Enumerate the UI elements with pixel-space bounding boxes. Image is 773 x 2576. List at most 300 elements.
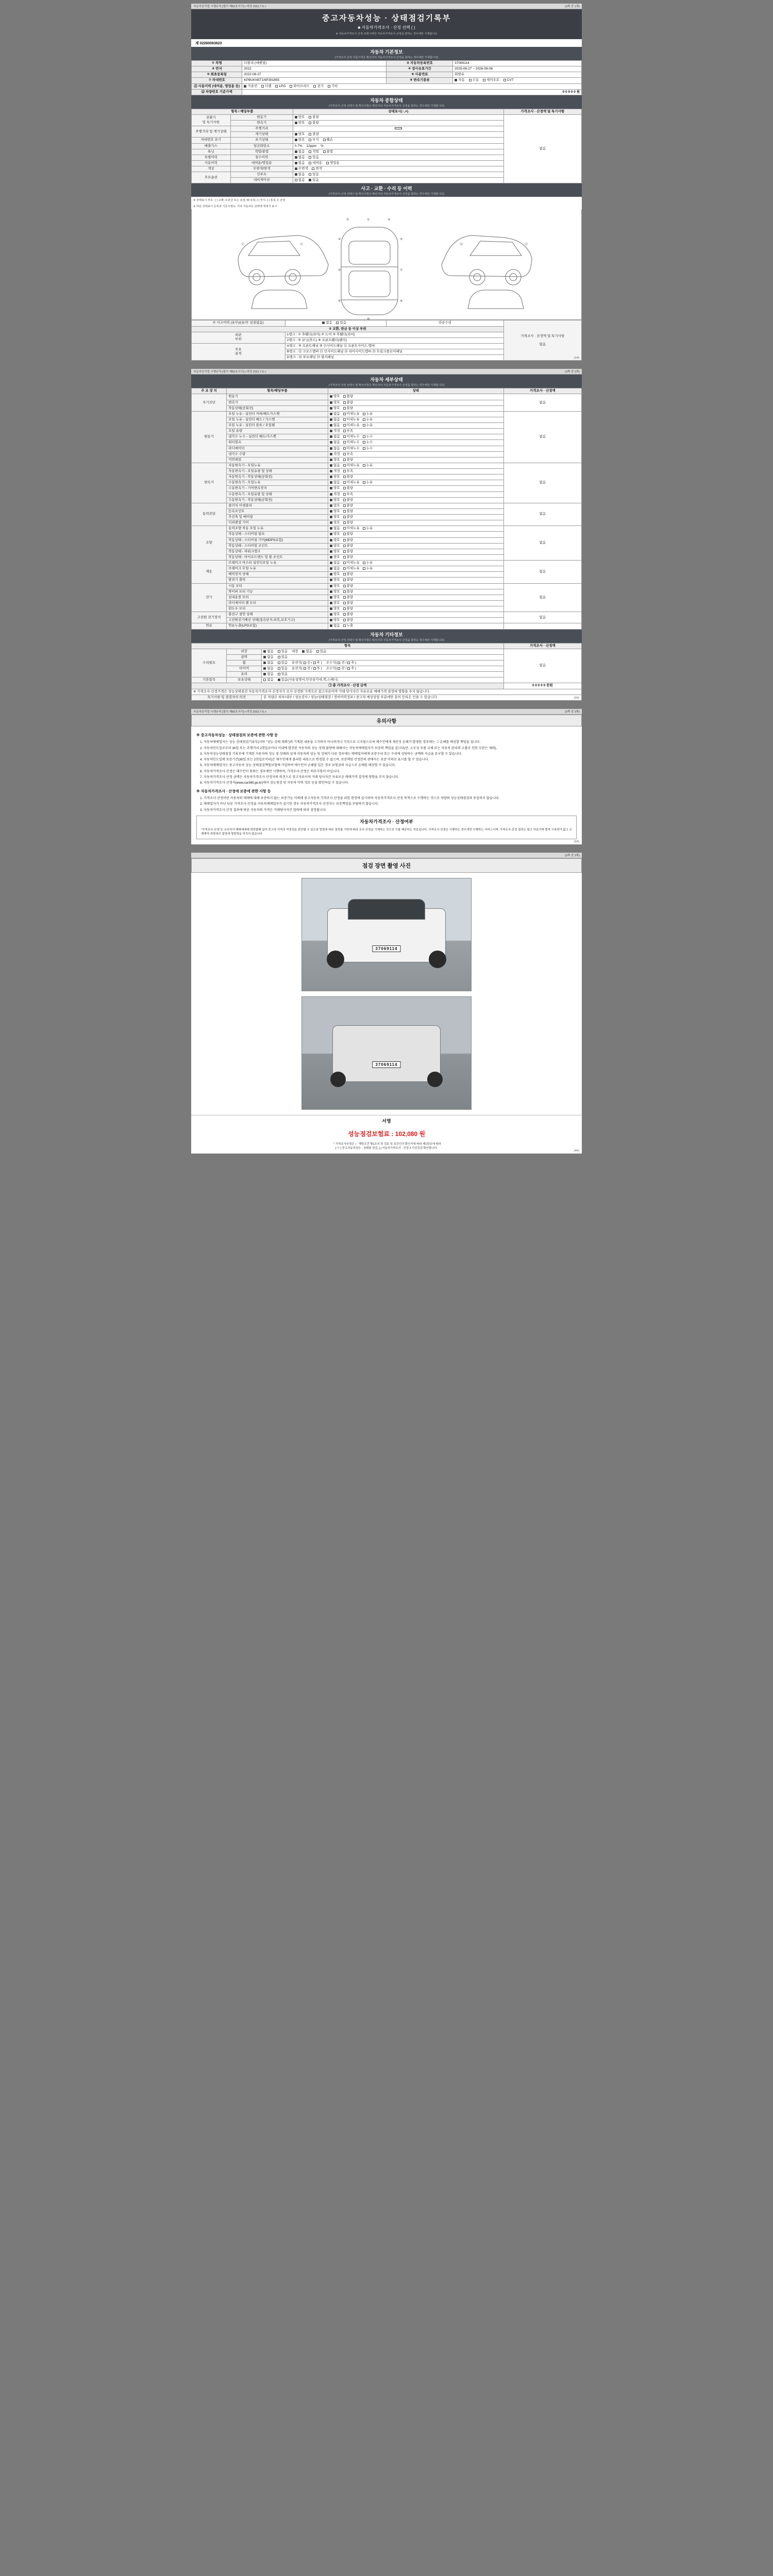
checkbox-icon[interactable] — [343, 516, 346, 518]
checkbox-icon[interactable] — [244, 85, 246, 88]
checkbox-icon[interactable] — [304, 662, 306, 664]
checkbox-icon[interactable] — [343, 533, 346, 535]
opt-none[interactable]: 없음 — [295, 161, 305, 165]
checkbox-icon[interactable] — [295, 173, 297, 176]
checkbox-icon[interactable] — [343, 596, 346, 599]
checkbox-icon[interactable] — [343, 470, 346, 472]
opt-nochange[interactable]: 무변색 — [295, 167, 308, 171]
checkbox-icon[interactable] — [330, 499, 332, 501]
opt-semi[interactable]: 세미오토 — [483, 78, 499, 82]
opt-불량[interactable]: 불량 — [343, 510, 354, 514]
opt-누유[interactable]: 누유 — [363, 561, 373, 565]
checkbox-icon[interactable] — [343, 447, 346, 450]
opt-yes[interactable]: 있음 — [278, 672, 288, 676]
checkbox-icon[interactable] — [343, 590, 346, 593]
checkbox-icon[interactable] — [330, 424, 332, 427]
checkbox-icon[interactable] — [363, 435, 365, 438]
opt-none[interactable]: 없음 — [295, 178, 305, 182]
checkbox-icon[interactable] — [312, 167, 314, 170]
checkbox-icon[interactable] — [263, 662, 266, 664]
checkbox-icon[interactable] — [295, 116, 297, 118]
opt-bad[interactable]: 불량 — [309, 115, 319, 120]
checkbox-icon[interactable] — [343, 430, 346, 432]
opt-yes[interactable]: 있음(사용설명서,안전삼각대,잭,스패너) — [278, 678, 338, 682]
detail-part-name: 자동변속기 - 오일누유 — [227, 463, 328, 468]
checkbox-icon[interactable] — [309, 179, 311, 181]
opt-none[interactable]: 없음 — [263, 661, 274, 665]
total-price-label: ㉠ 총 가격조사 · 산정 금액 — [192, 683, 504, 689]
checkbox-icon[interactable] — [343, 539, 346, 541]
opt-부족[interactable]: 부족 — [343, 493, 354, 497]
checkbox-icon[interactable] — [343, 567, 346, 570]
opt-불량[interactable]: 불량 — [343, 601, 354, 605]
opt-누수[interactable]: 누수 — [363, 435, 373, 439]
detail-part-name: 자동변속기 - 오일유량 및 상태 — [227, 469, 328, 474]
checkbox-icon[interactable] — [330, 624, 332, 627]
opt-yes-2[interactable]: 있음 — [316, 650, 327, 654]
opt-불량[interactable]: 불량 — [343, 515, 354, 519]
checkbox-icon[interactable] — [330, 573, 332, 575]
opt-불량[interactable]: 불량 — [343, 584, 354, 588]
opt-적정[interactable]: 적정 — [330, 493, 340, 497]
opt-양호[interactable]: 양호 — [330, 510, 340, 514]
checkbox-icon[interactable] — [330, 430, 332, 432]
checkbox-icon[interactable] — [363, 562, 365, 564]
opt-누유[interactable]: 누유 — [363, 567, 373, 571]
checkbox-icon[interactable] — [330, 493, 332, 496]
checkbox-icon[interactable] — [343, 550, 346, 553]
checkbox-icon[interactable] — [343, 545, 346, 547]
opt-부족[interactable]: 부족 — [343, 429, 354, 433]
opt-양호[interactable]: 양호 — [330, 596, 340, 600]
opt-fuel-lpg[interactable]: LPG — [275, 84, 285, 89]
opt-불량[interactable]: 불량 — [343, 607, 354, 611]
checkbox-icon[interactable] — [278, 662, 280, 664]
checkbox-icon[interactable] — [323, 150, 326, 153]
checkbox-icon[interactable] — [309, 156, 311, 159]
checkbox-icon[interactable] — [302, 650, 305, 653]
checkbox-icon[interactable] — [343, 413, 346, 415]
checkbox-icon[interactable] — [275, 85, 278, 88]
checkbox-icon[interactable] — [309, 116, 311, 118]
opt-불량[interactable]: 불량 — [343, 486, 354, 490]
checkbox-icon[interactable] — [295, 156, 297, 159]
checkbox-icon[interactable] — [343, 602, 346, 604]
checkbox-icon[interactable] — [278, 667, 280, 670]
checkbox-icon[interactable] — [336, 321, 339, 324]
opt-누출[interactable]: 누출 — [343, 624, 354, 628]
checkbox-icon[interactable] — [363, 464, 365, 467]
checkbox-icon[interactable] — [343, 573, 346, 575]
checkbox-icon[interactable] — [278, 650, 280, 653]
opt-불량[interactable]: 불량 — [343, 613, 354, 617]
checkbox-icon[interactable] — [263, 656, 266, 658]
checkbox-icon[interactable] — [363, 441, 365, 444]
detail-part-state — [328, 554, 503, 560]
checkbox-icon[interactable] — [363, 424, 365, 427]
checkbox-icon[interactable] — [330, 602, 332, 604]
opt-없음[interactable]: 없음 — [330, 481, 340, 485]
opt-양호[interactable]: 양호 — [330, 521, 340, 525]
checkbox-icon[interactable] — [313, 662, 316, 664]
opt-양호[interactable]: 양호 — [330, 572, 340, 577]
opt-양호[interactable]: 양호 — [330, 544, 340, 548]
detail-part-name: 고전원전기배선 상태(접속단자,피복,보호기구) — [227, 618, 328, 623]
checkbox-icon[interactable] — [263, 667, 266, 670]
opt-양호[interactable]: 양호 — [330, 486, 340, 490]
opt-불량[interactable]: 불량 — [343, 538, 354, 543]
checkbox-icon[interactable] — [330, 596, 332, 599]
checkbox-icon[interactable] — [330, 447, 332, 450]
opt-none[interactable]: 없음 — [263, 655, 274, 659]
checkbox-icon[interactable] — [330, 527, 332, 530]
opt-양호[interactable]: 양호 — [330, 590, 340, 594]
checkbox-icon[interactable] — [343, 493, 346, 496]
checkbox-icon[interactable] — [343, 476, 346, 478]
opt-normal[interactable]: 양호 — [295, 132, 305, 137]
opt-미세누수[interactable]: 미세누수 — [343, 435, 360, 439]
opt-fuel-ev[interactable]: 전기 — [313, 84, 324, 89]
opt-yes[interactable]: 있음 — [278, 655, 288, 659]
opt-누유[interactable]: 누유 — [363, 412, 373, 416]
checkbox-icon[interactable] — [343, 459, 346, 461]
detail-part-state — [328, 503, 503, 509]
checkbox-icon[interactable] — [343, 481, 346, 484]
opt-부족[interactable]: 부족 — [343, 452, 354, 456]
checkbox-icon[interactable] — [343, 401, 346, 404]
checkbox-icon[interactable] — [330, 470, 332, 472]
opt-미세누유[interactable]: 미세누유 — [343, 561, 360, 565]
opt-legal[interactable]: 적법 — [309, 150, 319, 154]
checkbox-icon[interactable] — [469, 79, 472, 81]
checkbox-icon[interactable] — [455, 79, 457, 81]
checkbox-icon[interactable] — [343, 579, 346, 581]
checkbox-icon[interactable] — [330, 413, 332, 415]
checkbox-icon[interactable] — [309, 139, 311, 141]
checkbox-icon[interactable] — [290, 85, 292, 88]
opt-없음[interactable]: 없음 — [330, 412, 340, 416]
opt-미세누수[interactable]: 미세누수 — [343, 447, 360, 451]
opt-미세누유[interactable]: 미세누유 — [343, 412, 360, 416]
opt-적정[interactable]: 적정 — [330, 452, 340, 456]
opt-불량[interactable]: 불량 — [343, 504, 354, 508]
checkbox-icon[interactable] — [278, 679, 280, 681]
checkbox-icon[interactable] — [263, 679, 266, 681]
opt-fuel-diesel[interactable]: 디젤 — [261, 84, 272, 89]
opt-누유[interactable]: 누유 — [363, 418, 373, 422]
opt-mod[interactable]: 부식 — [309, 138, 319, 142]
opt-양호[interactable]: 양호 — [330, 618, 340, 622]
opt-양호[interactable]: 양호 — [330, 458, 340, 462]
checkbox-icon[interactable] — [330, 585, 332, 587]
checkbox-icon[interactable] — [330, 504, 332, 507]
checkbox-icon[interactable] — [326, 162, 329, 164]
opt-양호[interactable]: 양호 — [330, 550, 340, 554]
checkbox-icon[interactable] — [503, 79, 506, 81]
checkbox-icon[interactable] — [343, 441, 346, 444]
checkbox-icon[interactable] — [322, 321, 325, 324]
opt-fuel-gas[interactable]: 가솔린 — [244, 84, 257, 89]
opt-없음[interactable]: 없음 — [330, 447, 340, 451]
opt-누유[interactable]: 누유 — [363, 527, 373, 531]
checkbox-icon[interactable] — [313, 85, 316, 88]
opt-yes[interactable]: 있음 — [278, 667, 288, 671]
opt-양호[interactable]: 양호 — [330, 584, 340, 588]
checkbox-icon[interactable] — [309, 150, 311, 153]
checkbox-icon[interactable] — [330, 487, 332, 489]
opt-양호[interactable]: 양호 — [330, 555, 340, 560]
checkbox-icon[interactable] — [261, 85, 264, 88]
opt-불량[interactable]: 불량 — [343, 618, 354, 622]
opt-미세누유[interactable]: 미세누유 — [343, 464, 360, 468]
opt-none[interactable]: 없음 — [295, 150, 305, 154]
checkbox-icon[interactable] — [347, 662, 350, 664]
opt-yes[interactable]: 있음 — [278, 661, 288, 665]
checkbox-icon[interactable] — [309, 173, 311, 176]
opt-damage[interactable]: 훼손 — [323, 138, 333, 142]
opt-미세누유[interactable]: 미세누유 — [343, 418, 360, 422]
checkbox-icon[interactable] — [343, 464, 346, 467]
opt-불량[interactable]: 불량 — [343, 498, 354, 502]
checkbox-icon[interactable] — [330, 545, 332, 547]
opt-양호[interactable]: 양호 — [330, 601, 340, 605]
opt-none[interactable]: 없음 — [263, 672, 274, 676]
checkbox-icon[interactable] — [330, 435, 332, 438]
opt-bad[interactable]: 불량 — [309, 121, 319, 125]
checkbox-icon[interactable] — [483, 79, 485, 81]
opt-불량[interactable]: 불량 — [343, 475, 354, 479]
opt-불량[interactable]: 불량 — [343, 458, 354, 462]
opt-good[interactable]: 양호 — [295, 121, 305, 125]
opt-없음[interactable]: 없음 — [330, 527, 340, 531]
checkbox-icon[interactable] — [330, 533, 332, 535]
checkbox-icon[interactable] — [330, 481, 332, 484]
checkbox-icon[interactable] — [343, 504, 346, 507]
checkbox-icon[interactable] — [343, 527, 346, 530]
opt-change[interactable]: 변색 — [312, 167, 322, 171]
checkbox-icon[interactable] — [323, 139, 326, 141]
checkbox-icon[interactable] — [278, 673, 280, 675]
opt-적정[interactable]: 적정 — [330, 429, 340, 433]
opt-불량[interactable]: 불량 — [343, 401, 354, 405]
opt-none[interactable]: 없음 — [295, 156, 305, 160]
opt-미세누유[interactable]: 미세누유 — [343, 527, 360, 531]
checkbox-icon[interactable] — [330, 567, 332, 570]
checkbox-icon[interactable] — [338, 662, 340, 664]
opt-누유[interactable]: 누유 — [363, 481, 373, 485]
checkbox-icon[interactable] — [295, 179, 297, 181]
checkbox-icon[interactable] — [330, 395, 332, 398]
checkbox-icon[interactable] — [330, 459, 332, 461]
opt-양호[interactable]: 양호 — [330, 498, 340, 502]
opt-양호[interactable]: 양호 — [330, 515, 340, 519]
opt-양호[interactable]: 양호 — [330, 532, 340, 536]
opt-불량[interactable]: 불량 — [343, 550, 354, 554]
checkbox-icon[interactable] — [343, 521, 346, 524]
checkbox-icon[interactable] — [347, 667, 350, 670]
checkbox-icon[interactable] — [343, 499, 346, 501]
checkbox-icon[interactable] — [295, 162, 297, 164]
opt-없음[interactable]: 없음 — [330, 418, 340, 422]
state-tire: 없음 있음 운전석( 전 / 후 ) 조수석( 전 / 후 ) — [262, 666, 503, 672]
opt-have[interactable]: 있음 — [309, 173, 319, 177]
checkbox-icon[interactable] — [330, 476, 332, 478]
opt-불량[interactable]: 불량 — [343, 532, 354, 536]
checkbox-icon[interactable] — [343, 435, 346, 438]
checkbox-icon[interactable] — [309, 122, 311, 124]
opt-rental[interactable]: 대여용 — [309, 161, 322, 165]
checkbox-icon[interactable] — [343, 624, 346, 627]
checkbox-icon[interactable] — [330, 556, 332, 558]
opt-양호[interactable]: 양호 — [330, 538, 340, 543]
checkbox-icon[interactable] — [330, 613, 332, 616]
checkbox-icon[interactable] — [363, 447, 365, 450]
checkbox-icon[interactable] — [295, 167, 297, 170]
opt-불량[interactable]: 불량 — [343, 578, 354, 582]
opt-none-2[interactable]: 없음 — [302, 650, 312, 654]
checkbox-icon[interactable] — [328, 85, 330, 88]
checkbox-icon[interactable] — [343, 510, 346, 513]
checkbox-icon[interactable] — [330, 562, 332, 564]
opt-none[interactable]: 없음 — [263, 678, 274, 682]
checkbox-icon[interactable] — [309, 162, 311, 164]
checkbox-icon[interactable] — [330, 607, 332, 610]
checkbox-icon[interactable] — [330, 418, 332, 421]
opt-없음[interactable]: 없음 — [330, 464, 340, 468]
checkbox-icon[interactable] — [330, 550, 332, 553]
checkbox-icon[interactable] — [343, 453, 346, 455]
opt-yes[interactable]: 있음 — [278, 650, 288, 654]
checkbox-icon[interactable] — [295, 150, 297, 153]
opt-양호[interactable]: 양호 — [330, 607, 340, 611]
opt-good[interactable]: 양호 — [295, 115, 305, 120]
checkbox-icon[interactable] — [330, 441, 332, 444]
opt-미세누유[interactable]: 미세누유 — [343, 423, 360, 428]
opt-불량[interactable]: 불량 — [343, 590, 354, 594]
cat-options: 주요옵션 — [192, 172, 231, 183]
checkbox-icon[interactable] — [278, 656, 280, 658]
opt-양호[interactable]: 양호 — [330, 613, 340, 617]
checkbox-icon[interactable] — [330, 453, 332, 455]
checkbox-icon[interactable] — [363, 418, 365, 421]
checkbox-icon[interactable] — [330, 521, 332, 524]
checkbox-icon[interactable] — [330, 590, 332, 593]
checkbox-icon[interactable] — [343, 585, 346, 587]
checkbox-icon[interactable] — [343, 562, 346, 564]
checkbox-icon[interactable] — [330, 401, 332, 404]
opt-abnormal[interactable]: 불량 — [309, 132, 319, 137]
opt-yes[interactable]: 있음 — [309, 156, 319, 160]
checkbox-icon[interactable] — [330, 539, 332, 541]
opt-have[interactable]: 있음 — [309, 178, 319, 182]
checkbox-icon[interactable] — [295, 122, 297, 124]
opt-auto[interactable]: 자동 — [455, 78, 465, 82]
checkbox-icon[interactable] — [263, 650, 266, 653]
checkbox-icon[interactable] — [263, 673, 266, 675]
checkbox-icon[interactable] — [295, 133, 297, 135]
opt-yes[interactable]: 있음 — [336, 321, 346, 325]
checkbox-icon[interactable] — [343, 418, 346, 421]
checkbox-icon[interactable] — [313, 667, 316, 670]
checkbox-icon[interactable] — [343, 395, 346, 398]
opt-없음[interactable]: 없음 — [330, 423, 340, 428]
opt-fuel-etc[interactable]: 기타 — [328, 84, 338, 89]
checkbox-icon[interactable] — [343, 607, 346, 610]
checkbox-icon[interactable] — [363, 413, 365, 415]
opt-부족[interactable]: 부족 — [343, 469, 354, 473]
checkbox-icon[interactable] — [316, 650, 319, 653]
opt-적정[interactable]: 적정 — [330, 469, 340, 473]
checkbox-icon[interactable] — [330, 619, 332, 621]
opt-누수[interactable]: 누수 — [363, 447, 373, 451]
opt-없음[interactable]: 없음 — [330, 624, 340, 628]
checkbox-icon[interactable] — [343, 407, 346, 410]
checkbox-icon[interactable] — [295, 139, 297, 141]
opt-불량[interactable]: 불량 — [343, 544, 354, 548]
opt-none[interactable]: 없음 — [263, 667, 274, 671]
checkbox-icon[interactable] — [363, 567, 365, 570]
opt-양호[interactable]: 양호 — [330, 578, 340, 582]
opt-ok[interactable]: 양호 — [295, 138, 305, 142]
opt-없음[interactable]: 없음 — [330, 561, 340, 565]
checkbox-icon[interactable] — [343, 556, 346, 558]
opt-양호[interactable]: 양호 — [330, 406, 340, 411]
opt-불량[interactable]: 불량 — [343, 555, 354, 560]
opt-불량[interactable]: 불량 — [343, 406, 354, 411]
opt-미세누유[interactable]: 미세누유 — [343, 567, 360, 571]
opt-양호[interactable]: 양호 — [330, 475, 340, 479]
checkbox-icon[interactable] — [343, 619, 346, 621]
opt-불량[interactable]: 불량 — [343, 395, 354, 399]
opt-없음[interactable]: 없음 — [330, 435, 340, 439]
opt-불량[interactable]: 불량 — [343, 596, 354, 600]
checkbox-icon[interactable] — [343, 613, 346, 616]
checkbox-icon[interactable] — [330, 510, 332, 513]
opt-양호[interactable]: 양호 — [330, 504, 340, 508]
opt-없음[interactable]: 없음 — [330, 440, 340, 445]
checkbox-icon[interactable] — [343, 424, 346, 427]
opt-biz[interactable]: 영업용 — [326, 161, 340, 165]
opt-미세누유[interactable]: 미세누유 — [343, 481, 360, 485]
checkbox-icon[interactable] — [338, 667, 340, 670]
opt-없음[interactable]: 없음 — [330, 567, 340, 571]
checkbox-icon[interactable] — [330, 464, 332, 467]
opt-none[interactable]: 없음 — [263, 650, 274, 654]
opt-미세누수[interactable]: 미세누수 — [343, 440, 360, 445]
checkbox-icon[interactable] — [363, 481, 365, 484]
checkbox-icon[interactable] — [330, 407, 332, 410]
opt-누유[interactable]: 누유 — [363, 464, 373, 468]
checkbox-icon[interactable] — [330, 579, 332, 581]
checkbox-icon[interactable] — [363, 527, 365, 530]
opt-none[interactable]: 없음 — [322, 321, 332, 325]
opt-양호[interactable]: 양호 — [330, 395, 340, 399]
opt-illegal[interactable]: 불법 — [323, 150, 333, 154]
opt-누유[interactable]: 누유 — [363, 423, 373, 428]
opt-manual[interactable]: 수동 — [469, 78, 479, 82]
opt-none[interactable]: 없음 — [295, 173, 305, 177]
opt-양호[interactable]: 양호 — [330, 401, 340, 405]
checkbox-icon[interactable] — [343, 487, 346, 489]
checkbox-icon[interactable] — [304, 667, 306, 670]
opt-fuel-hybrid[interactable]: 하이브리드 — [290, 84, 309, 89]
checkbox-icon[interactable] — [309, 133, 311, 135]
opt-누수[interactable]: 누수 — [363, 440, 373, 445]
opt-불량[interactable]: 불량 — [343, 572, 354, 577]
checkbox-icon[interactable] — [330, 516, 332, 518]
opt-불량[interactable]: 불량 — [343, 521, 354, 525]
opt-cvt[interactable]: CVT — [503, 78, 514, 82]
